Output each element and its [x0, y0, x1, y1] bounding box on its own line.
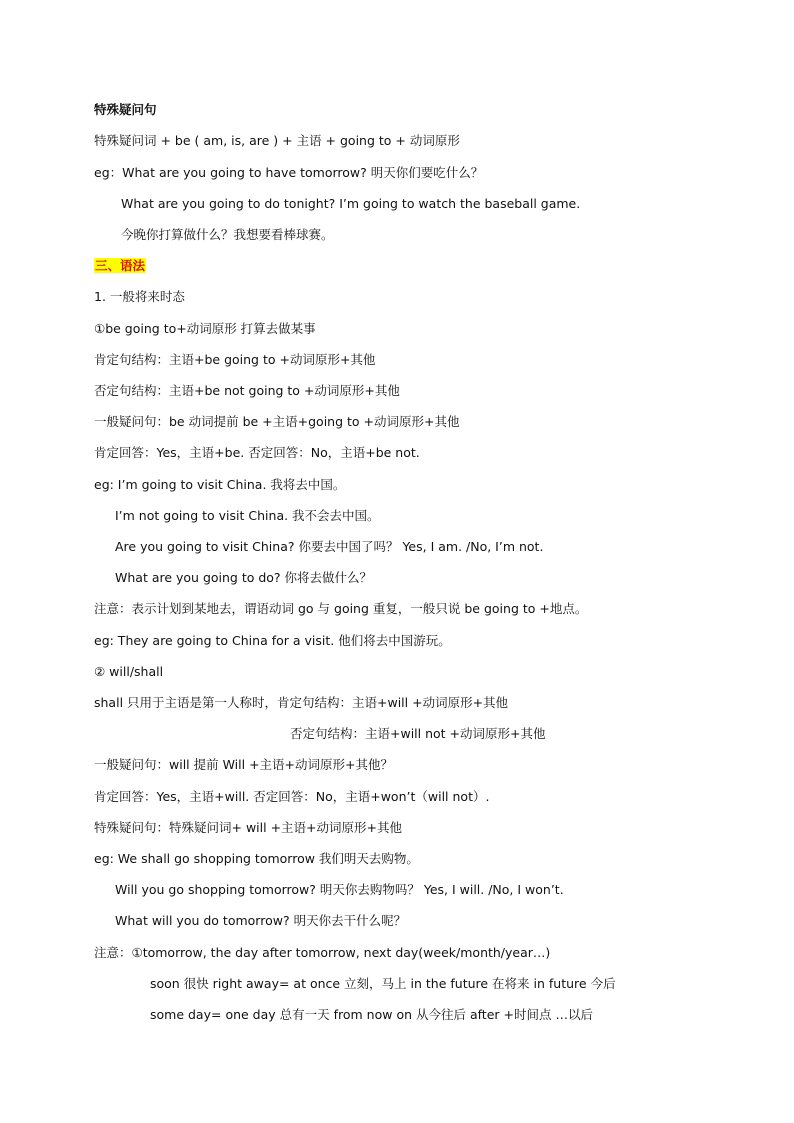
highlighted-heading: 三、语法: [95, 258, 146, 273]
text-line: 否定句结构：主语+be not going to +动词原形+其他: [94, 383, 400, 398]
text-line: What are you going to do? 你将去做什么？: [115, 570, 373, 585]
section-title: 特殊疑问句: [94, 102, 157, 117]
text-line: Will you go shopping tomorrow? 明天你去购物吗？ Yes, I will. /No, I won’t.: [115, 882, 564, 897]
text-line: ①be going to+动词原形 打算去做某事: [94, 321, 316, 336]
text-line: 注意：表示计划到某地去，谓语动词 go 与 going 重复，一般只说 be going to +地点。: [94, 601, 588, 616]
text-line: 特殊疑问词 + be ( am, is, are ) + 主语 + going to + 动词原形: [94, 133, 460, 148]
text-line: What are you going to do tonight? I’m going to watch the baseball game.: [121, 196, 581, 211]
text-line: 一般疑问句：be 动词提前 be +主语+going to +动词原形+其他: [94, 414, 460, 429]
text-line: eg: I’m going to visit China. 我将去中国。: [94, 477, 346, 492]
text-line: 注意：①tomorrow, the day after tomorrow, next day(week/month/year…): [94, 945, 551, 960]
text-line: Are you going to visit China? 你要去中国了吗？ Yes, I am. /No, I’m not.: [115, 539, 544, 554]
text-line: What will you do tomorrow? 明天你去干什么呢？: [115, 913, 407, 928]
text-line: 1. 一般将来时态: [94, 289, 185, 304]
text-line: shall 只用于主语是第一人称时，肯定句结构：主语+will +动词原形+其他: [94, 695, 509, 710]
text-line: soon 很快 right away= at once 立刻，马上 in the future 在将来 in future 今后: [150, 976, 616, 991]
text-line: 特殊疑问句：特殊疑问词+ will +主语+动词原形+其他: [94, 820, 402, 835]
text-line: 一般疑问句：will 提前 Will +主语+动词原形+其他？: [94, 757, 393, 772]
text-line: 否定句结构：主语+will not +动词原形+其他: [290, 726, 546, 741]
text-line: some day= one day 总有一天 from now on 从今往后 after +时间点 …以后: [150, 1007, 593, 1022]
section-heading: [94, 257, 146, 275]
text-line: 肯定回答：Yes，主语+be. 否定回答：No，主语+be not.: [94, 445, 420, 460]
text-line: 今晚你打算做什么？我想要看棒球赛。: [121, 227, 334, 242]
text-line: 肯定回答：Yes，主语+will. 否定回答：No，主语+won’t（will not）.: [94, 789, 490, 804]
text-line: ② will/shall: [94, 664, 164, 679]
text-line: eg: We shall go shopping tomorrow 我们明天去购物。: [94, 851, 419, 866]
text-line: 肯定句结构：主语+be going to +动词原形+其他: [94, 352, 376, 367]
text-line: eg：What are you going to have tomorrow? 明天你们要吃什么？: [94, 165, 484, 180]
text-line: eg: They are going to China for a visit. 他们将去中国游玩。: [94, 633, 451, 648]
text-line: I’m not going to visit China. 我不会去中国。: [115, 508, 380, 523]
